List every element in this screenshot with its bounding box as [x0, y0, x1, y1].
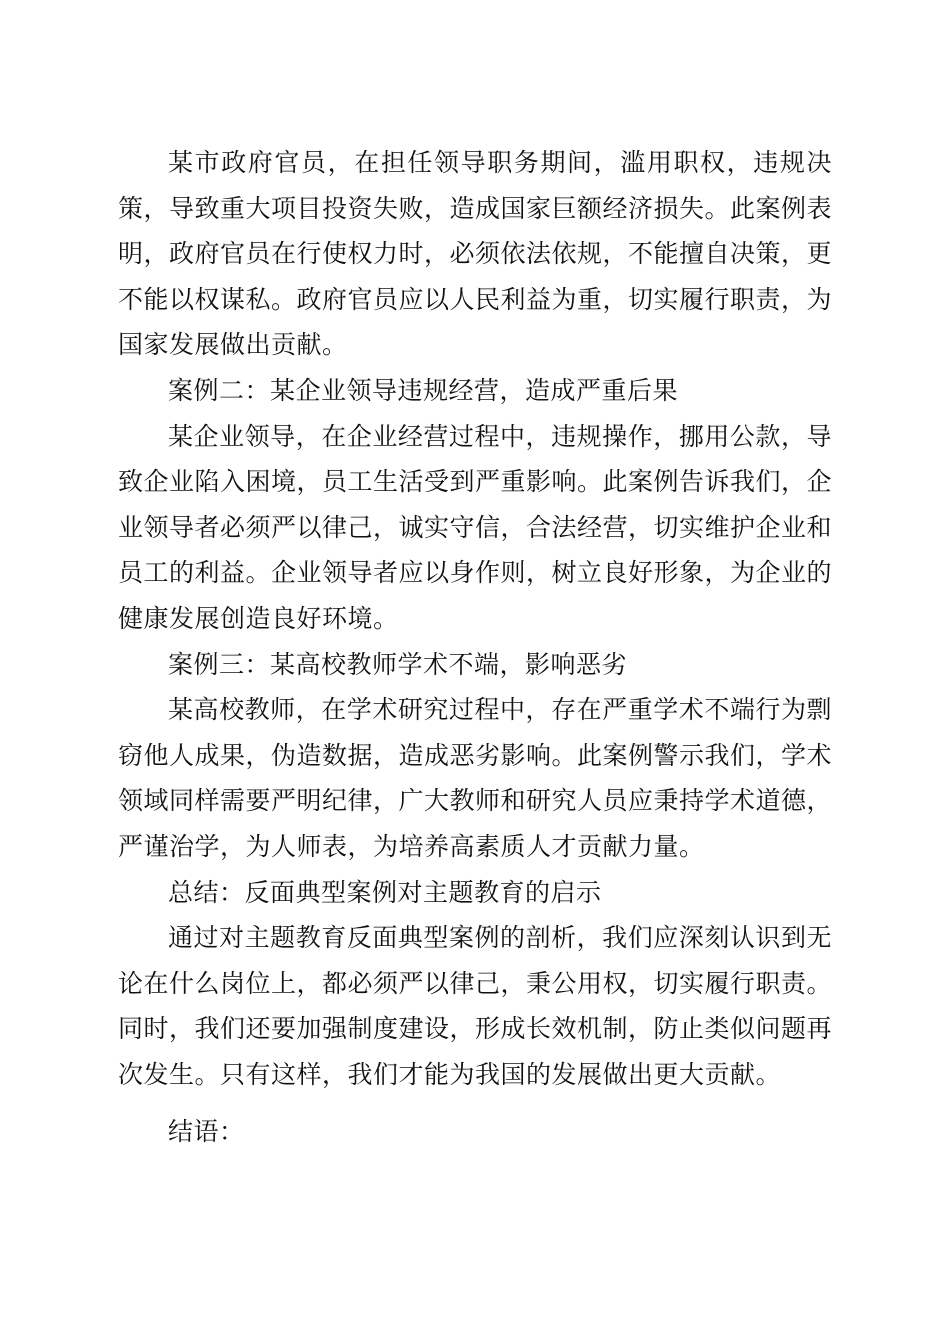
- paragraph-case-three-body: 某高校教师，在学术研究过程中，存在严重学术不端行为剽窃他人成果，伪造数据，造成恶劣影响。此案例警示我们，学术领域同样需要严明纪律，广大教师和研究人员应秉持学术道德，严谨治学，为人师表，为培养高素质人才贡献力量。: [118, 695, 833, 861]
- paragraph-summary-body: 通过对主题教育反面典型案例的剖析，我们应深刻认识到无论在什么岗位上，都必须严以律己，秉公用权，切实履行职责。同时，我们还要加强制度建设，形成长效机制，防止类似问题再次发生。只有这样，我们才能为我国的发展做出更大贡献。: [118, 923, 833, 1089]
- paragraph-case-two-body: 某企业领导，在企业经营过程中，违规操作，挪用公款，导致企业陷入困境，员工生活受到严重影响。此案例告诉我们，企业领导者必须严以律己，诚实守信，合法经营，切实维护企业和员工的利益。企业领导者应以身作则，树立良好形象，为企业的健康发展创造良好环境。: [118, 421, 833, 633]
- heading-summary: 总结：反面典型案例对主题教育的启示: [168, 877, 602, 907]
- heading-case-two: 案例二：某企业领导违规经营，造成严重后果: [168, 375, 679, 405]
- document-body: [118, 140, 832, 1155]
- paragraph-case-one-body: 某市政府官员，在担任领导职务期间，滥用职权，违规决策，导致重大项目投资失败，造成国家巨额经济损失。此案例表明，政府官员在行使权力时，必须依法依规，不能擅自决策，更不能以权谋私。政府官员应以人民利益为重，切实履行职责，为国家发展做出贡献。: [118, 148, 833, 360]
- heading-case-three: 案例三：某高校教师学术不端，影响恶劣: [168, 649, 628, 679]
- heading-conclusion: 结语：: [168, 1117, 245, 1147]
